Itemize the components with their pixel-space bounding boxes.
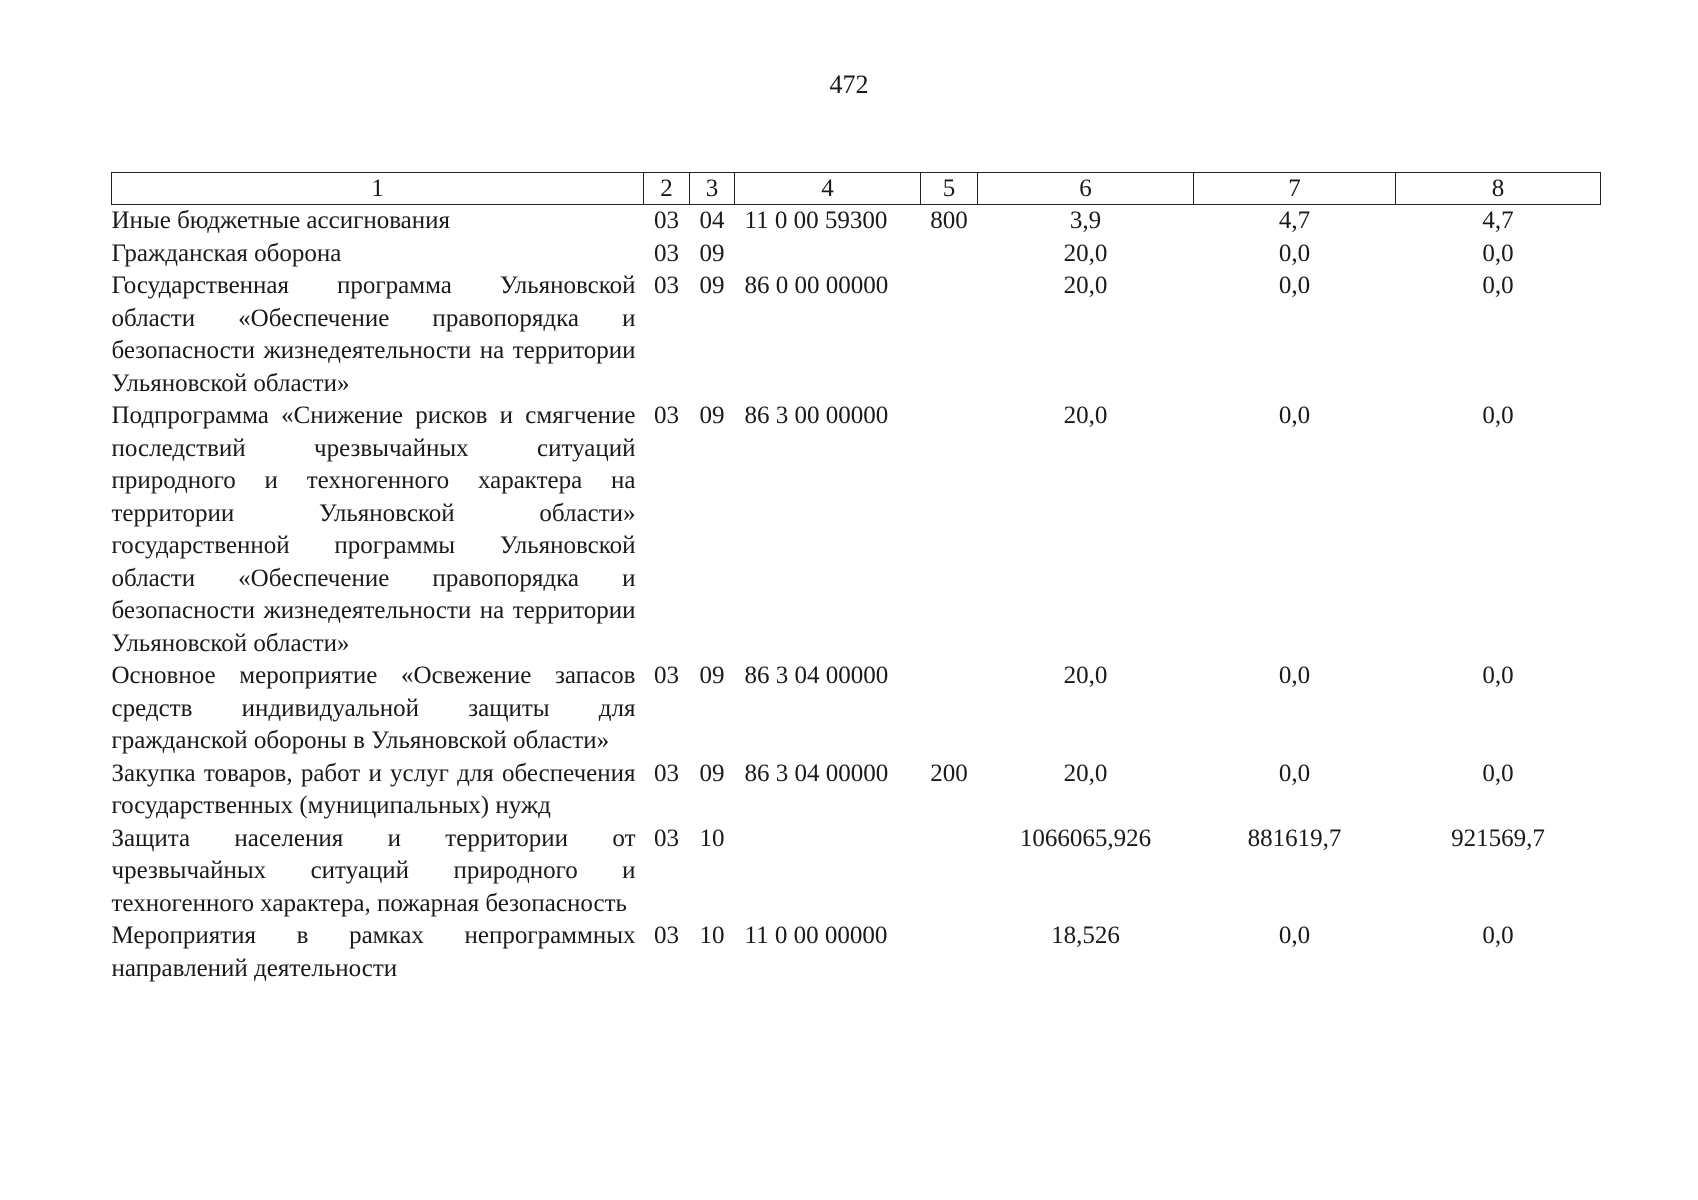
column-header-6: 6: [978, 173, 1194, 205]
row-target-article: 11 0 00 00000: [744, 922, 888, 949]
row-name: Мероприятия в рамках непрограммных направлений деятельности: [111, 922, 636, 982]
row-value-col7: 0,0: [1278, 272, 1311, 299]
column-header-4: 4: [735, 173, 921, 205]
row-section: 03: [654, 824, 679, 852]
row-value-col7: 0,0: [1278, 759, 1311, 787]
row-value-col7: 0,0: [1278, 402, 1311, 429]
page-number: 472: [829, 70, 869, 99]
row-section: 03: [654, 922, 679, 949]
header-row: [112, 173, 1601, 205]
table-row: [112, 205, 1601, 238]
row-expense-type: [921, 920, 978, 985]
row-expense-type: 200: [930, 759, 968, 787]
table-header: [112, 173, 1601, 205]
row-name: Защита населения и территории от чрезвычайных ситуаций природного и техногенного характера, пожарная безопасность: [111, 824, 636, 917]
row-value-col7: 4,7: [1278, 207, 1311, 234]
table-row: [112, 660, 1601, 758]
column-header-7: 7: [1194, 173, 1396, 205]
column-header-8: 8: [1396, 173, 1601, 205]
row-value-col8: 0,0: [1482, 272, 1514, 299]
table-row: [112, 400, 1601, 660]
row-value-col8: 0,0: [1482, 402, 1514, 429]
column-header-5: 5: [921, 173, 978, 205]
row-name: Основное мероприятие «Освежение запасов средств индивидуальной защиты для гражданской обороны в Ульяновской области»: [111, 662, 636, 754]
row-target-article: 86 3 04 00000: [744, 759, 889, 787]
row-subsection: 10: [699, 922, 725, 949]
row-target-article: [735, 823, 921, 921]
row-name: Государственная программа Ульяновской области «Обеспечение правопорядка и безопасности жизнедеятельности на территории Ульяновской области»: [111, 272, 636, 397]
row-subsection: 09: [699, 662, 725, 689]
table-row: [112, 238, 1601, 271]
table-row: [112, 823, 1601, 921]
row-target-article: 86 3 04 00000: [744, 662, 889, 689]
row-value-col8: 0,0: [1482, 922, 1514, 949]
row-subsection: 09: [699, 272, 725, 299]
row-expense-type: [921, 400, 978, 660]
row-target-article: 11 0 00 59300: [744, 207, 888, 234]
row-expense-type: [921, 270, 978, 400]
row-name: Подпрограмма «Снижение рисков и смягчение последствий чрезвычайных ситуаций природного и техногенного характера на территории Ульяновской области» государственной программы Ульяновской области «Обеспечение правопорядка и безопасности жизнедеятельности на территории Ульяновской области»: [111, 402, 636, 657]
row-value-col7: 0,0: [1278, 922, 1311, 949]
table-row: [112, 920, 1601, 985]
row-value-col6: 20,0: [1063, 239, 1108, 267]
row-section: 03: [654, 239, 679, 267]
row-section: 03: [654, 272, 679, 299]
row-value-col7: 0,0: [1278, 662, 1311, 689]
row-name: Закупка товаров, работ и услуг для обеспечения государственных (муниципальных) нужд: [111, 759, 636, 819]
column-header-1: 1: [112, 173, 644, 205]
row-value-col8: 4,7: [1482, 207, 1514, 234]
row-value-col8: 0,0: [1482, 759, 1514, 787]
row-subsection: 09: [699, 759, 725, 787]
row-name: Иные бюджетные ассигнования: [111, 207, 451, 234]
row-subsection: 10: [699, 824, 725, 852]
row-target-article: [735, 238, 921, 271]
row-expense-type: [921, 823, 978, 921]
row-value-col7: 0,0: [1278, 239, 1311, 267]
row-expense-type: [921, 660, 978, 758]
row-subsection: 09: [699, 402, 725, 429]
row-value-col8: 0,0: [1482, 662, 1514, 689]
row-section: 03: [654, 662, 679, 689]
row-value-col8: 0,0: [1482, 239, 1514, 267]
row-value-col6: 3,9: [1069, 207, 1102, 234]
row-value-col6: 1066065,926: [1019, 824, 1152, 852]
row-name: Гражданская оборона: [111, 239, 342, 267]
row-target-article: 86 0 00 00000: [744, 272, 889, 299]
table-row: [112, 758, 1601, 823]
row-section: 03: [654, 759, 679, 787]
row-subsection: 09: [699, 239, 725, 267]
table-row: [112, 270, 1601, 400]
row-value-col7: 881619,7: [1247, 824, 1342, 852]
row-subsection: 04: [699, 207, 725, 234]
column-header-2: 2: [644, 173, 690, 205]
row-value-col6: 20,0: [1063, 759, 1108, 787]
row-value-col6: 20,0: [1063, 402, 1108, 429]
column-header-3: 3: [690, 173, 735, 205]
row-expense-type: 800: [930, 207, 968, 234]
row-target-article: 86 3 00 00000: [744, 402, 889, 429]
budget-table: [111, 172, 1601, 985]
row-section: 03: [654, 402, 679, 429]
row-value-col6: 20,0: [1063, 272, 1108, 299]
table-body: [112, 205, 1601, 986]
row-expense-type: [921, 238, 978, 271]
row-value-col6: 18,526: [1051, 922, 1120, 949]
row-section: 03: [654, 207, 679, 234]
row-value-col8: 921569,7: [1451, 824, 1545, 852]
row-value-col6: 20,0: [1063, 662, 1108, 689]
